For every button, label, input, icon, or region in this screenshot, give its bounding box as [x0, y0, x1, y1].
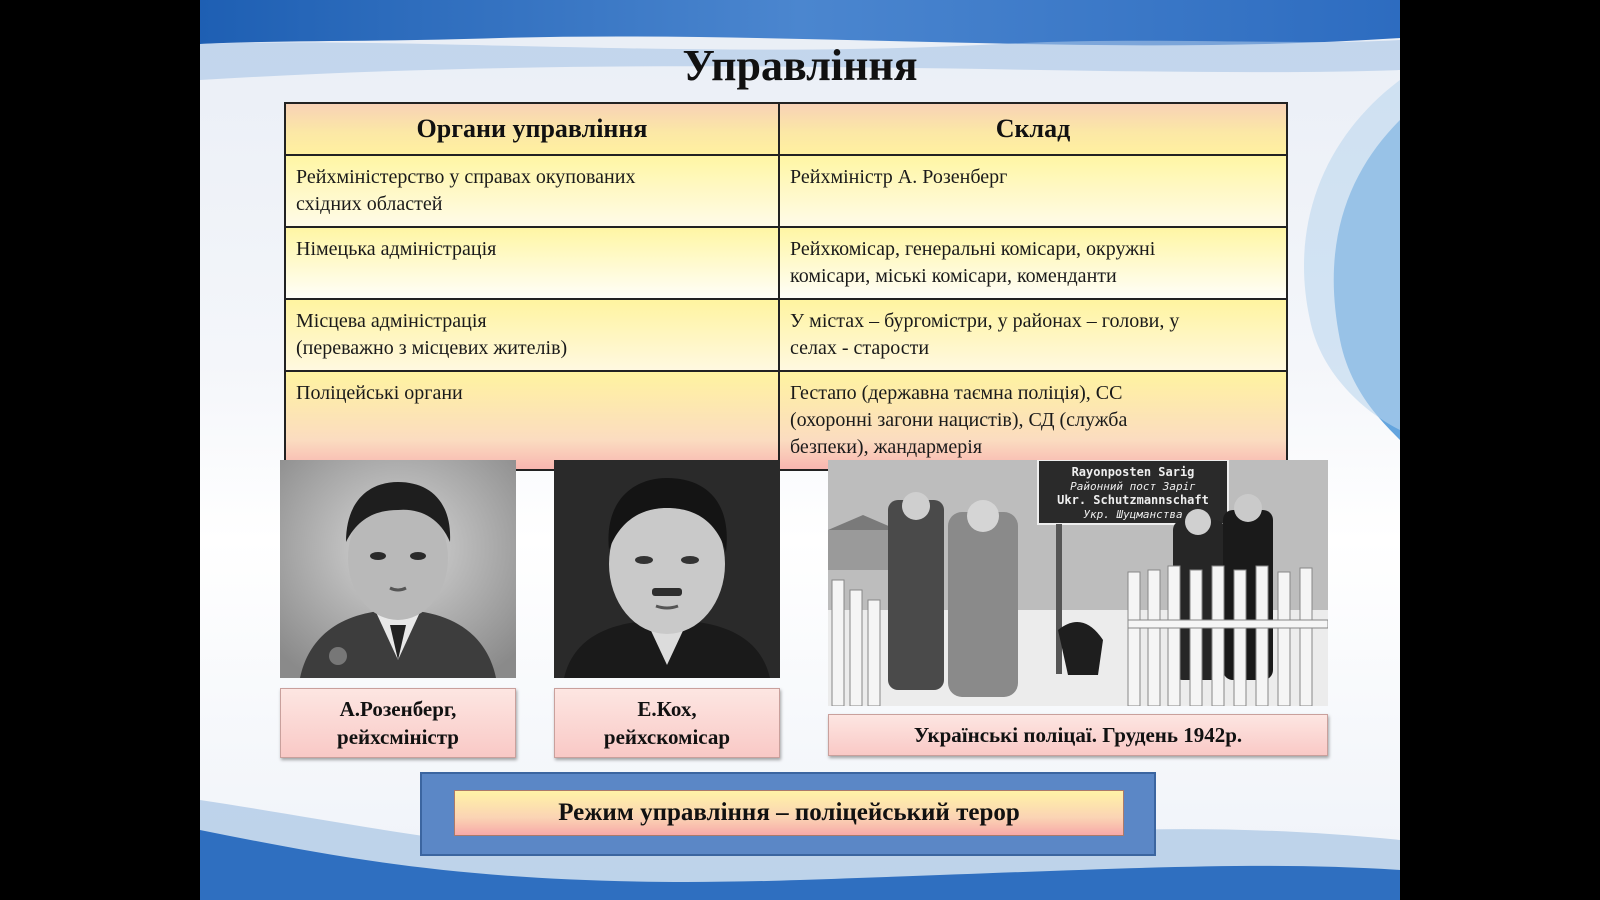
- cell-line: комісари, міські комісари, коменданти: [790, 265, 1117, 287]
- cell-line: Місцева адміністрація: [296, 310, 487, 332]
- caption-rosenberg: [280, 688, 516, 758]
- cell-line: Рейхміністерство у справах окупованих: [296, 166, 636, 188]
- composition-cell: [779, 299, 1287, 371]
- cell-line: Німецька адміністрація: [296, 238, 497, 260]
- caption-line: Е.Кох,: [637, 697, 697, 721]
- governance-table: [284, 102, 1288, 471]
- regime-box: [420, 772, 1156, 856]
- organ-cell: [285, 227, 779, 299]
- cell-line: Рейхміністр А. Розенберг: [790, 166, 1008, 188]
- sign-line: Укр. Шуцманства: [1083, 508, 1183, 521]
- composition-cell: [779, 155, 1287, 227]
- cell-line: У містах – бургомістри, у районах – голови, у: [790, 310, 1180, 332]
- cell-line: безпеки), жандармерія: [790, 436, 983, 458]
- caption-line: рейхскомісар: [603, 725, 731, 749]
- table-row: [285, 371, 1287, 470]
- organ-cell: [285, 299, 779, 371]
- table-header-row: [285, 103, 1287, 155]
- column-header-composition: Склад: [779, 103, 1287, 155]
- cell-line: Рейхкомісар, генеральні комісари, окружні: [790, 238, 1156, 260]
- sign-line: Ukr. Schutzmannschaft: [1057, 493, 1209, 507]
- portrait-koch-photo: [554, 460, 780, 678]
- organ-cell: [285, 371, 779, 470]
- composition-cell: [779, 227, 1287, 299]
- caption-line: Українські поліцаї. Грудень 1942р.: [913, 723, 1243, 747]
- caption-line: рейхсміністр: [337, 725, 459, 749]
- portrait-rosenberg-photo: [280, 460, 516, 678]
- cell-line: (охоронні загони нацистів), СД (служба: [790, 409, 1128, 431]
- caption-koch: [554, 688, 780, 758]
- column-header-organs: Органи управління: [285, 103, 779, 155]
- caption-line: А.Розенберг,: [339, 697, 457, 721]
- ukrainian-police-photo: [828, 460, 1328, 706]
- composition-cell: [779, 371, 1287, 470]
- cell-line: (переважно з місцевих жителів): [296, 337, 568, 359]
- table-row: [285, 227, 1287, 299]
- organ-cell: [285, 155, 779, 227]
- caption-police: [828, 714, 1328, 756]
- cell-line: селах - старости: [790, 337, 930, 359]
- regime-text: Режим управління – поліцейський терор: [454, 790, 1124, 836]
- cell-line: Гестапо (державна таємна поліція), СС: [790, 382, 1123, 404]
- sign-line: Rayonposten Sarig: [1071, 465, 1195, 479]
- sign-line: Районний пост Заріг: [1070, 480, 1196, 493]
- slide-title: Управління: [682, 41, 918, 90]
- table-row: [285, 299, 1287, 371]
- slide: [200, 0, 1400, 900]
- cell-line: Поліцейські органи: [296, 382, 463, 404]
- table-row: [285, 155, 1287, 227]
- cell-line: східних областей: [296, 193, 443, 215]
